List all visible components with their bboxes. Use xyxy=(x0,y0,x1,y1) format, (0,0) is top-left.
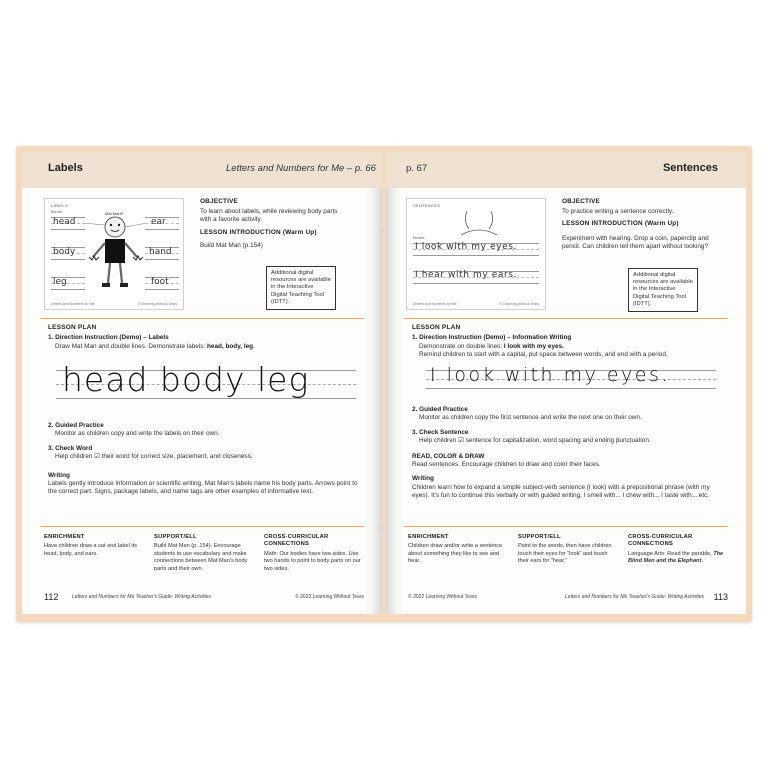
footer-copyright-right: © 2022 Learning Without Tears xyxy=(408,594,477,600)
step2-title: 2. Guided Practice xyxy=(412,406,468,413)
left-lesson-plan xyxy=(48,324,362,351)
demo-sentence: I look with my eyes. xyxy=(430,364,670,386)
lesson-plan-heading: LESSON PLAN xyxy=(412,324,461,331)
left-page-header xyxy=(22,152,382,188)
left-objective-block xyxy=(200,198,350,251)
support-ell-heading: SUPPORT/ELL xyxy=(154,534,197,540)
right-objective-block xyxy=(562,198,712,252)
right-page-footer xyxy=(408,592,728,604)
objective-heading: OBJECTIVE xyxy=(200,198,239,205)
support-ell-heading: SUPPORT/ELL xyxy=(518,534,561,540)
step2-title: 2. Guided Practice xyxy=(48,422,104,429)
open-book xyxy=(16,146,752,622)
worksheet-label: SENTENCES xyxy=(413,203,441,208)
right-bottom-columns xyxy=(408,534,728,566)
thumb-word-body: body xyxy=(53,247,76,257)
spine-binding-mark xyxy=(380,526,384,532)
intro-text: Build Mat Man (p.154) xyxy=(200,242,263,250)
footer-guide-title-right: Letters and Numbers for Me Teacher's Guide: Writing Activities xyxy=(565,594,704,600)
face-outline-drawing xyxy=(459,205,499,235)
cross-curricular-heading: CROSS-CURRICULAR CONNECTIONS xyxy=(628,534,693,548)
mat-man-figure xyxy=(85,215,145,295)
thumb-word-ear: ear xyxy=(151,217,166,227)
mat-man-label: Mat Man® xyxy=(105,211,124,216)
enrichment-heading: ENRICHMENT xyxy=(408,534,449,540)
thumb-footer-left: Letters and Numbers for Me xyxy=(413,302,457,306)
section-divider-lower xyxy=(40,526,364,527)
right-lesson-plan xyxy=(412,324,726,360)
worksheet-name-field: Name xyxy=(51,209,63,214)
support-ell-column xyxy=(518,534,618,566)
cross-curricular-text: Language Arts: Read the parable, The Blind Men and the Elephant. xyxy=(628,550,724,565)
footer-copyright-left: © 2022 Learning Without Tears xyxy=(295,594,364,600)
worksheet-label: LABELS xyxy=(51,203,68,208)
idtt-callout: Additional digital resources are available in the Interactive Digital Teaching Tool (IDTT). xyxy=(266,266,336,310)
intro-text: Experiment with hearing. Drop a coin, paperclip and pencil. Can children tell them apart without looking? xyxy=(562,234,709,251)
step1-title: 1. Direction Instruction (Demo) – Information Writing xyxy=(412,334,572,342)
objective-heading: OBJECTIVE xyxy=(562,198,601,205)
right-steps-2-3 xyxy=(412,404,726,501)
thumb-word-leg: leg xyxy=(53,277,67,287)
section-divider xyxy=(404,318,728,319)
page-number-left: 112 xyxy=(44,592,59,602)
step2-text: Monitor as children copy and write the labels on their own. xyxy=(55,430,220,438)
demo-label-words: head body leg xyxy=(62,360,310,399)
objective-text: To learn about labels, while reviewing body parts with a favorite activity. xyxy=(200,207,338,224)
writing-heading: Writing xyxy=(412,475,434,483)
footer-guide-title-left: Letters and Numbers for Me Teacher's Guide: Writing Activities xyxy=(72,594,211,600)
idtt-callout: Additional digital resources are available in the Interactive Digital Teaching Tool (IDTT). xyxy=(628,268,698,312)
support-ell-column xyxy=(154,534,254,573)
enrichment-column xyxy=(44,534,144,573)
thumb-footer-right: © Learning Without Tears xyxy=(137,302,177,306)
cross-curricular-column xyxy=(264,534,364,573)
rcd-text: Read sentences. Encourage children to draw and color their faces. xyxy=(412,461,601,469)
demo-writing-lines xyxy=(56,362,356,412)
step1-text-2: Remind children to start with a capital, put space between words, and end with a period. xyxy=(419,351,668,359)
left-page-title: Labels xyxy=(48,162,83,174)
support-ell-text: Point to the words, then have children touch their eyes for "look" and touch their ears for "hear." xyxy=(518,543,612,565)
step1-title: 1. Direction Instruction (Demo) – Labels xyxy=(48,334,169,342)
lesson-plan-heading: LESSON PLAN xyxy=(48,324,97,331)
intro-heading: LESSON INTRODUCTION (Warm Up) xyxy=(562,220,679,228)
left-page-footer xyxy=(44,592,364,604)
thumb-word-head: head xyxy=(53,217,76,227)
right-page xyxy=(386,152,746,614)
step1-text: Draw Mat Man and double lines. Demonstrate labels: head, body, leg. xyxy=(55,342,255,350)
cross-curricular-text: Math: Our bodies have two sides. Use two hands to point to body parts on our two sides. xyxy=(264,550,361,572)
worksheet-name-field: Name xyxy=(413,235,425,240)
thumb-footer-right: © Learning Without Tears xyxy=(499,302,539,306)
thumb-footer-left: Letters and Numbers for Me xyxy=(51,302,95,306)
writing-text: Labels gently introduce information or scientific writing. Mat Man's labels name his body parts. Arrows point to the correct part. Signs, package labels, and name tags are other examples of informative text. xyxy=(48,480,358,496)
labels-worksheet-thumbnail xyxy=(44,198,184,310)
thumb-word-foot: foot xyxy=(151,277,169,287)
section-divider-lower xyxy=(404,526,728,527)
sentences-worksheet-thumbnail xyxy=(406,198,546,310)
writing-text: Children learn how to expand a simple subject-verb sentence (I look) with a prepositional phrase (with my eyes). It's fun to continue this verbally or with guided writing. I smell with... I chew with... I taste with....etc. xyxy=(412,483,710,500)
thumb-sentence-2: I hear with my ears. xyxy=(415,270,518,280)
objective-text: To practice writing a sentence correctly. xyxy=(562,207,674,215)
rcd-heading: READ, COLOR & DRAW xyxy=(412,452,485,460)
step1-text: Demonstrate on double lines: I look with my eyes. xyxy=(419,342,564,350)
spine-binding-mark xyxy=(380,226,384,232)
left-steps-2-3 xyxy=(48,420,362,497)
intro-heading: LESSON INTRODUCTION (Warm Up) xyxy=(200,228,317,236)
right-page-title: Sentences xyxy=(662,162,718,174)
step3-text: Help children ☑ their word for correct size, placement, and closeness. xyxy=(55,453,253,461)
right-page-header xyxy=(386,152,746,188)
thumb-word-hand: hand xyxy=(149,247,172,257)
enrichment-text: Children draw and/or write a sentence about something they like to see and hear. xyxy=(408,543,503,565)
step3-title: 3. Check Word xyxy=(48,444,93,452)
cross-curricular-heading: CROSS-CURRICULAR CONNECTIONS xyxy=(264,534,329,548)
demo-writing-lines xyxy=(426,366,716,400)
step3-text: Help children ☑ sentence for capitalization, word spacing and ending punctuation. xyxy=(419,437,651,445)
right-page-reference: p. 67 xyxy=(406,163,428,174)
enrichment-heading: ENRICHMENT xyxy=(44,534,85,540)
step2-text: Monitor as children copy the first sentence and write the next one on their own. xyxy=(419,414,642,422)
cross-curricular-column xyxy=(628,534,728,566)
thumb-sentence-1: I look with my eyes. xyxy=(415,242,517,252)
step3-title: 3. Check Sentence xyxy=(412,428,469,436)
enrichment-text: Have children draw a cat and label its head, body, and ears. xyxy=(44,543,137,557)
left-page-reference: Letters and Numbers for Me – p. 66 xyxy=(226,163,376,174)
support-ell-text: Build Mat Man (p. 154). Encourage students to use vocabulary and make connections between Mat Man's body parts and their own. xyxy=(154,543,248,572)
writing-heading: Writing xyxy=(48,471,70,479)
page-number-right: 113 xyxy=(713,592,728,602)
enrichment-column xyxy=(408,534,508,566)
left-page xyxy=(22,152,382,614)
section-divider xyxy=(40,318,364,319)
left-bottom-columns xyxy=(44,534,364,573)
